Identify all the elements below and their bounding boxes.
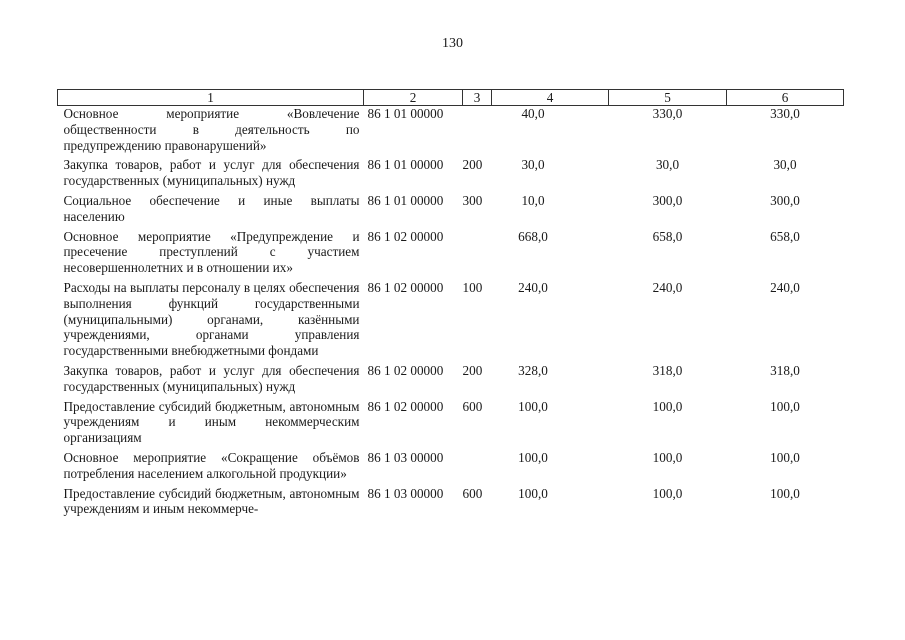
row-value-col6: 300,0 <box>770 192 800 208</box>
row-value-col6: 100,0 <box>770 449 800 465</box>
page-number: 130 <box>442 36 463 51</box>
row-type-cell: 200 <box>462 362 483 378</box>
column-header-5: 5 <box>609 90 727 106</box>
row-code-cell: 86 1 03 00000 <box>367 449 444 465</box>
row-name-cell: Предоставление субсидий бюджетным, автономным учреждениям и иным некоммерче- <box>63 485 360 517</box>
row-code-cell: 86 1 03 00000 <box>367 485 444 501</box>
row-code-cell: 86 1 01 00000 <box>367 157 444 173</box>
row-code-cell: 86 1 01 00000 <box>367 192 444 208</box>
table-row <box>58 193 844 229</box>
row-value-col5: 240,0 <box>652 279 683 295</box>
row-value-col6: 100,0 <box>770 485 800 501</box>
row-value-col4: 328,0 <box>518 362 548 378</box>
row-code-cell: 86 1 02 00000 <box>367 228 444 244</box>
row-value-col5: 658,0 <box>652 228 683 244</box>
row-name-cell: Закупка товаров, работ и услуг для обеспечения государственных (муниципальных) нужд <box>63 362 360 394</box>
row-name-cell: Закупка товаров, работ и услуг для обеспечения государственных (муниципальных) нужд <box>63 157 360 189</box>
row-value-col6: 658,0 <box>770 228 800 244</box>
column-header-1: 1 <box>58 90 364 106</box>
row-name-cell: Предоставление субсидий бюджетным, автономным учреждениям и иным некоммерческим организациям <box>63 398 360 446</box>
row-name-cell: Основное мероприятие «Предупреждение и пресечение преступлений с участием несовершеннолетних и в отношении их» <box>63 228 360 276</box>
row-value-col4: 100,0 <box>518 449 548 465</box>
row-value-col6: 30,0 <box>773 157 797 173</box>
row-name-cell: Расходы на выплаты персоналу в целях обеспечения выполнения функций государственными (муниципальными) органами, казёнными учреждениями, органами управления государственными внебюджетными фондами <box>63 279 360 359</box>
row-type-cell <box>463 450 492 486</box>
row-value-col5: 318,0 <box>652 362 683 378</box>
table-row <box>58 229 844 280</box>
table-row <box>58 399 844 450</box>
row-value-col6: 240,0 <box>770 279 800 295</box>
row-type-cell <box>463 106 492 158</box>
row-value-col5: 100,0 <box>652 485 683 501</box>
row-name-cell: Основное мероприятие «Сокращение объёмов потребления населением алкогольной продукции» <box>63 449 360 481</box>
table-row <box>58 157 844 193</box>
row-value-col4: 100,0 <box>518 398 548 414</box>
row-value-col6: 100,0 <box>770 398 800 414</box>
row-code-cell: 86 1 01 00000 <box>367 106 444 121</box>
row-value-col4: 40,0 <box>521 106 545 121</box>
row-value-col5: 330,0 <box>652 106 683 121</box>
column-header-3: 3 <box>463 90 492 106</box>
column-header-2: 2 <box>364 90 463 106</box>
row-value-col4: 668,0 <box>518 228 548 244</box>
row-type-cell: 600 <box>462 485 483 501</box>
row-value-col6: 330,0 <box>770 106 800 121</box>
row-value-col4: 30,0 <box>521 157 545 173</box>
row-name-cell: Социальное обеспечение и иные выплаты населению <box>63 192 360 224</box>
row-code-cell: 86 1 02 00000 <box>367 279 444 295</box>
row-type-cell <box>463 229 492 280</box>
table-row <box>58 486 844 522</box>
row-type-cell: 300 <box>462 192 483 208</box>
table-row <box>58 363 844 399</box>
row-type-cell: 100 <box>462 279 483 295</box>
column-header-6: 6 <box>727 90 844 106</box>
row-code-cell: 86 1 02 00000 <box>367 398 444 414</box>
row-code-cell: 86 1 02 00000 <box>367 362 444 378</box>
row-value-col5: 30,0 <box>655 157 680 173</box>
row-type-cell: 200 <box>462 157 483 173</box>
table-row <box>58 450 844 486</box>
row-value-col4: 10,0 <box>521 192 545 208</box>
row-value-col6: 318,0 <box>770 362 800 378</box>
row-type-cell: 600 <box>462 398 483 414</box>
row-value-col4: 100,0 <box>518 485 548 501</box>
row-value-col5: 300,0 <box>652 192 683 208</box>
budget-table <box>57 89 844 521</box>
header-row <box>58 90 844 106</box>
table-row <box>58 106 844 158</box>
row-value-col5: 100,0 <box>652 449 683 465</box>
row-value-col5: 100,0 <box>652 398 683 414</box>
row-name-cell: Основное мероприятие «Вовлечение общественности в деятельность по предупреждению правонарушений» <box>63 106 360 153</box>
column-header-4: 4 <box>492 90 609 106</box>
table-row <box>58 280 844 363</box>
row-value-col4: 240,0 <box>518 279 548 295</box>
